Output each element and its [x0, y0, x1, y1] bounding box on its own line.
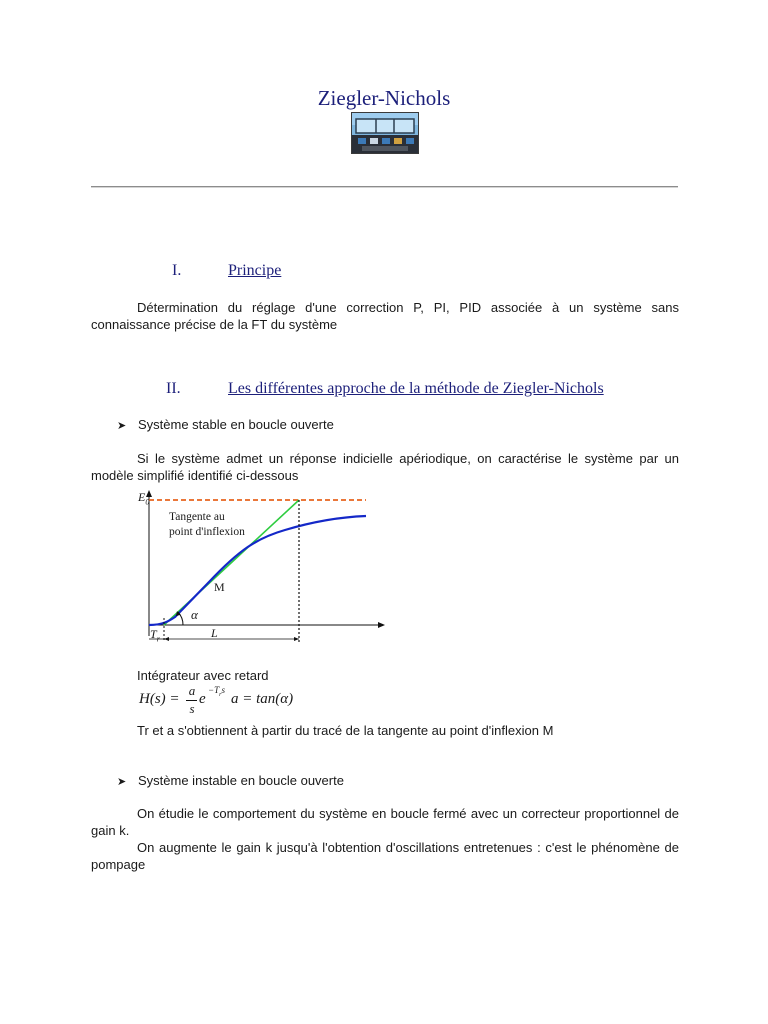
- bullet-stable-system: ➤ Système stable en boucle ouverte: [117, 416, 334, 435]
- tr-label: $T_r$: [150, 627, 160, 644]
- point-m-label: M: [214, 580, 225, 594]
- horizontal-rule: [91, 186, 678, 188]
- e0-label: $E_0$: [138, 490, 150, 507]
- section-2-paragraph-2: On étudie le comportement du système en boucle fermé avec un correcteur proportionnel de gain k. On augmente le gain k jusqu'à l'obtention d'oscillations entretenues : c'est le phénomène de pompage: [91, 806, 679, 872]
- step-response-figure: [135, 490, 390, 650]
- arrow-bullet-icon: ➤: [117, 776, 127, 788]
- section-2-title: Les différentes approche de la méthode de Ziegler-Nichols: [228, 380, 604, 397]
- alpha-label: α: [191, 607, 198, 622]
- section-2-heading: [166, 380, 666, 400]
- bullet-unstable-system: ➤ Système instable en boucle ouverte: [117, 772, 344, 791]
- section-1-number: I.: [172, 262, 182, 279]
- cockpit-banner-image: [351, 112, 419, 154]
- arrow-bullet-icon: ➤: [117, 420, 127, 432]
- section-2-number: II.: [166, 380, 181, 397]
- transfer-function-formula: H(s) = a s e $-T_rs$ a = tan(α): [139, 683, 294, 716]
- section-2-paragraph-1: Si le système admet un réponse indicielle apériodique, on caractérise le système par un modèle simplifié identifié ci-dessous: [91, 451, 679, 483]
- section-1-title: Principe: [228, 262, 282, 279]
- section-1-heading: [172, 262, 472, 282]
- integrator-label: Intégrateur avec retard: [137, 668, 269, 683]
- l-label: L: [211, 626, 218, 640]
- tangent-annotation: Tangente au point d'inflexion: [169, 511, 245, 538]
- tr-note: Tr et a s'obtiennent à partir du tracé de la tangente au point d'inflexion M: [137, 723, 554, 738]
- page-title: Ziegler-Nichols: [317, 86, 451, 110]
- section-1-paragraph: Détermination du réglage d'une correction P, PI, PID associée à un système sans connaissance précise de la FT du système: [91, 300, 679, 332]
